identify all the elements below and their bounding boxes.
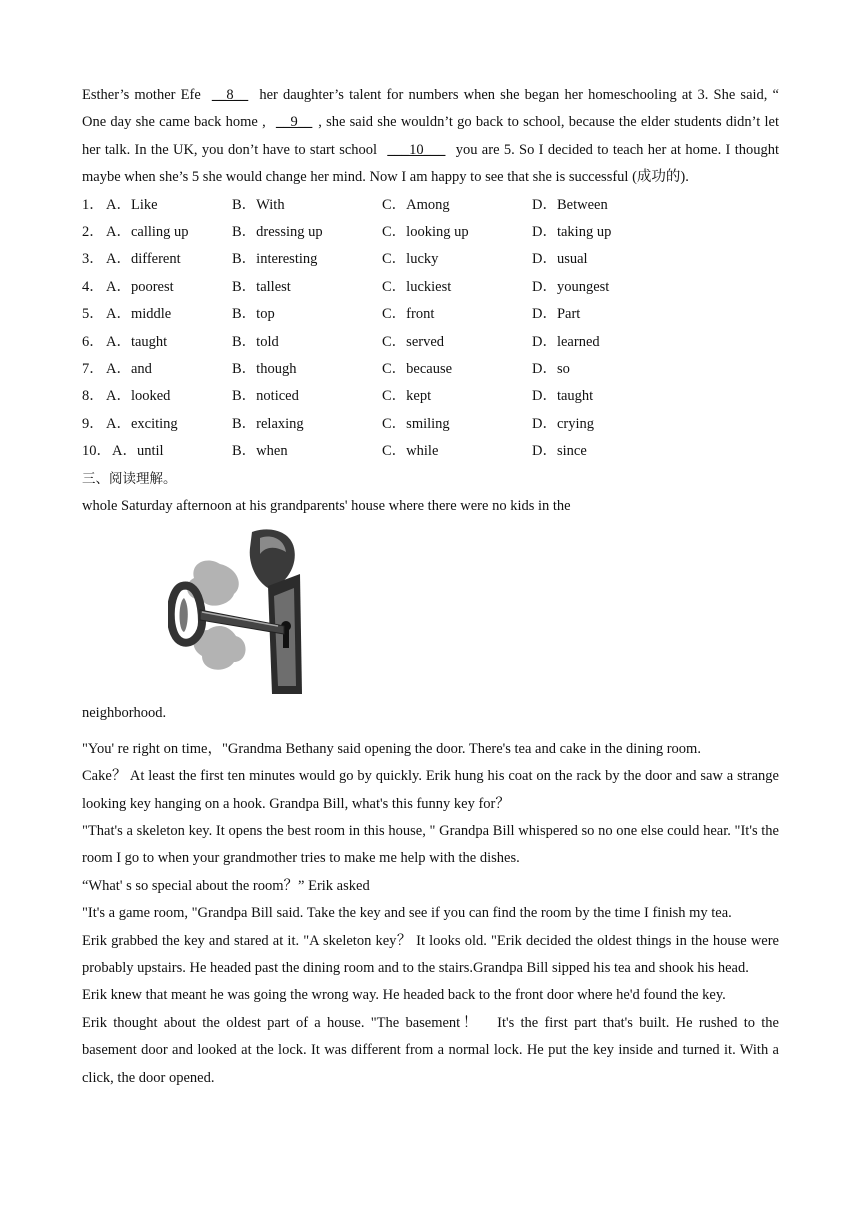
skeleton-key-illustration: [82, 520, 779, 700]
option-row: [82, 438, 779, 465]
option-b: B．relaxing: [232, 415, 304, 432]
story-paragraph: "That's a skeleton key. It opens the best room in this house, " Grandpa Bill whispered so no one else could hear. "It's the room I go to when your grandmother tries to make me help with the dishes.: [82, 822, 779, 867]
cloze-passage: [82, 82, 779, 192]
question-number: 3．: [82, 251, 104, 268]
option-b: B．noticed: [232, 388, 299, 405]
story-line: whole Saturday afternoon at his grandparents' house where there were no kids in the: [82, 497, 571, 514]
option-c: C．Among: [382, 196, 450, 213]
blank-9: __9__: [275, 114, 313, 131]
question-number: 2．: [82, 224, 104, 241]
option-d: D．learned: [532, 333, 600, 350]
option-d: D．taking up: [532, 224, 612, 241]
option-row: [82, 383, 779, 410]
option-a: A．until: [112, 443, 164, 460]
story-paragraph: Cake？ At least the first ten minutes would go by quickly. Erik hung his coat on the rack by the door and saw a strange looking key hanging on a hook. Grandpa Bill, what's this funny key for？: [82, 768, 779, 812]
option-c: C．kept: [382, 388, 432, 405]
option-d: D．taught: [532, 388, 594, 405]
options-list: [82, 192, 779, 466]
passage-text: Esther’s mother Efe: [82, 87, 206, 103]
option-d: D．Between: [532, 196, 608, 213]
option-row: [82, 329, 779, 356]
option-row: [82, 192, 779, 219]
option-c: C．lucky: [382, 251, 439, 268]
option-row: [82, 356, 779, 383]
option-b: B．interesting: [232, 251, 318, 268]
option-c: C．while: [382, 443, 439, 460]
option-b: B．dressing up: [232, 224, 323, 241]
option-b: B．top: [232, 306, 275, 323]
passage-text: you are 5. So I decided to teach her at home. I thought maybe when she’s 5 she would change her mind. Now I am happy to see that she is successful (成功的).: [82, 141, 780, 186]
option-d: D．so: [532, 360, 570, 377]
story-body: [82, 736, 779, 1092]
option-row: [82, 219, 779, 246]
option-row: [82, 246, 779, 273]
question-number: 6．: [82, 333, 104, 350]
option-d: D．since: [532, 443, 587, 460]
option-a: A．and: [106, 360, 152, 377]
story-paragraph: Erik thought about the oldest part of a house. "The basement！ It's the first part that's built. He rushed to the basement door and looked at the lock. It was different from a normal lock. He put the key inside and turned it. With a click, the door opened.: [82, 1014, 779, 1086]
option-a: A．looked: [106, 388, 171, 405]
option-d: D．crying: [532, 415, 595, 432]
option-a: A．calling up: [106, 224, 189, 241]
blank-8: __8__: [211, 87, 249, 103]
option-row: [82, 411, 779, 438]
option-c: C．front: [382, 306, 435, 323]
key-in-lock-image: [168, 526, 318, 698]
passage-text: her daughter’s talent for numbers when she began her homeschooling at 3. She said, “ One day she came back home ,: [82, 87, 779, 131]
story-paragraph: Erik knew that meant he was going the wrong way. He headed back to the front door where he'd found the key.: [82, 987, 726, 1004]
story-paragraph: "It's a game room, "Grandpa Bill said. Take the key and see if you can find the room by the time I finish my tea.: [82, 905, 732, 922]
option-a: A．taught: [106, 333, 168, 350]
option-c: C．looking up: [382, 224, 469, 241]
option-c: C．luckiest: [382, 278, 452, 295]
option-a: A．middle: [106, 306, 172, 323]
option-b: B．told: [232, 333, 279, 350]
passage-text: , she said she wouldn’t go back to school, because the elder students didn’t let her talk. In the UK, you don’t have to start school: [82, 114, 780, 158]
question-number: 9．: [82, 415, 104, 432]
question-number: 10．: [82, 443, 111, 460]
question-number: 5．: [82, 306, 104, 323]
blank-10: ___10___: [387, 141, 446, 158]
story-paragraph: "You' re right on time，"Grandma Bethany said opening the door. There's tea and cake in the dining room.: [82, 740, 701, 757]
option-b: B．when: [232, 443, 288, 460]
option-row: [82, 301, 779, 328]
question-number: 8．: [82, 388, 104, 405]
option-d: D．Part: [532, 306, 581, 323]
story-paragraph: “What' s so special about the room？” Erik asked: [82, 877, 370, 894]
option-c: C．smiling: [382, 415, 450, 432]
option-b: B．though: [232, 360, 297, 377]
option-a: A．different: [106, 251, 181, 268]
section-heading: 三、阅读理解。: [82, 470, 177, 487]
option-b: B．With: [232, 196, 285, 213]
option-c: C．served: [382, 333, 445, 350]
option-b: B．tallest: [232, 278, 291, 295]
story-line: neighborhood.: [82, 705, 167, 722]
option-a: A．Like: [106, 196, 158, 213]
option-d: D．youngest: [532, 278, 610, 295]
option-row: [82, 274, 779, 301]
document-page: [82, 82, 779, 1092]
option-c: C．because: [382, 360, 453, 377]
question-number: 4．: [82, 278, 104, 295]
question-number: 1．: [82, 196, 104, 213]
option-d: D．usual: [532, 251, 588, 268]
option-a: A．exciting: [106, 415, 178, 432]
option-a: A．poorest: [106, 278, 174, 295]
story-paragraph: Erik grabbed the key and stared at it. "A skeleton key？ It looks old. "Erik decided the oldest things in the house were probably upstairs. He headed past the dining room and to the stairs.Grandpa Bill sipped his tea and shook his head.: [82, 932, 779, 976]
question-number: 7．: [82, 360, 104, 377]
